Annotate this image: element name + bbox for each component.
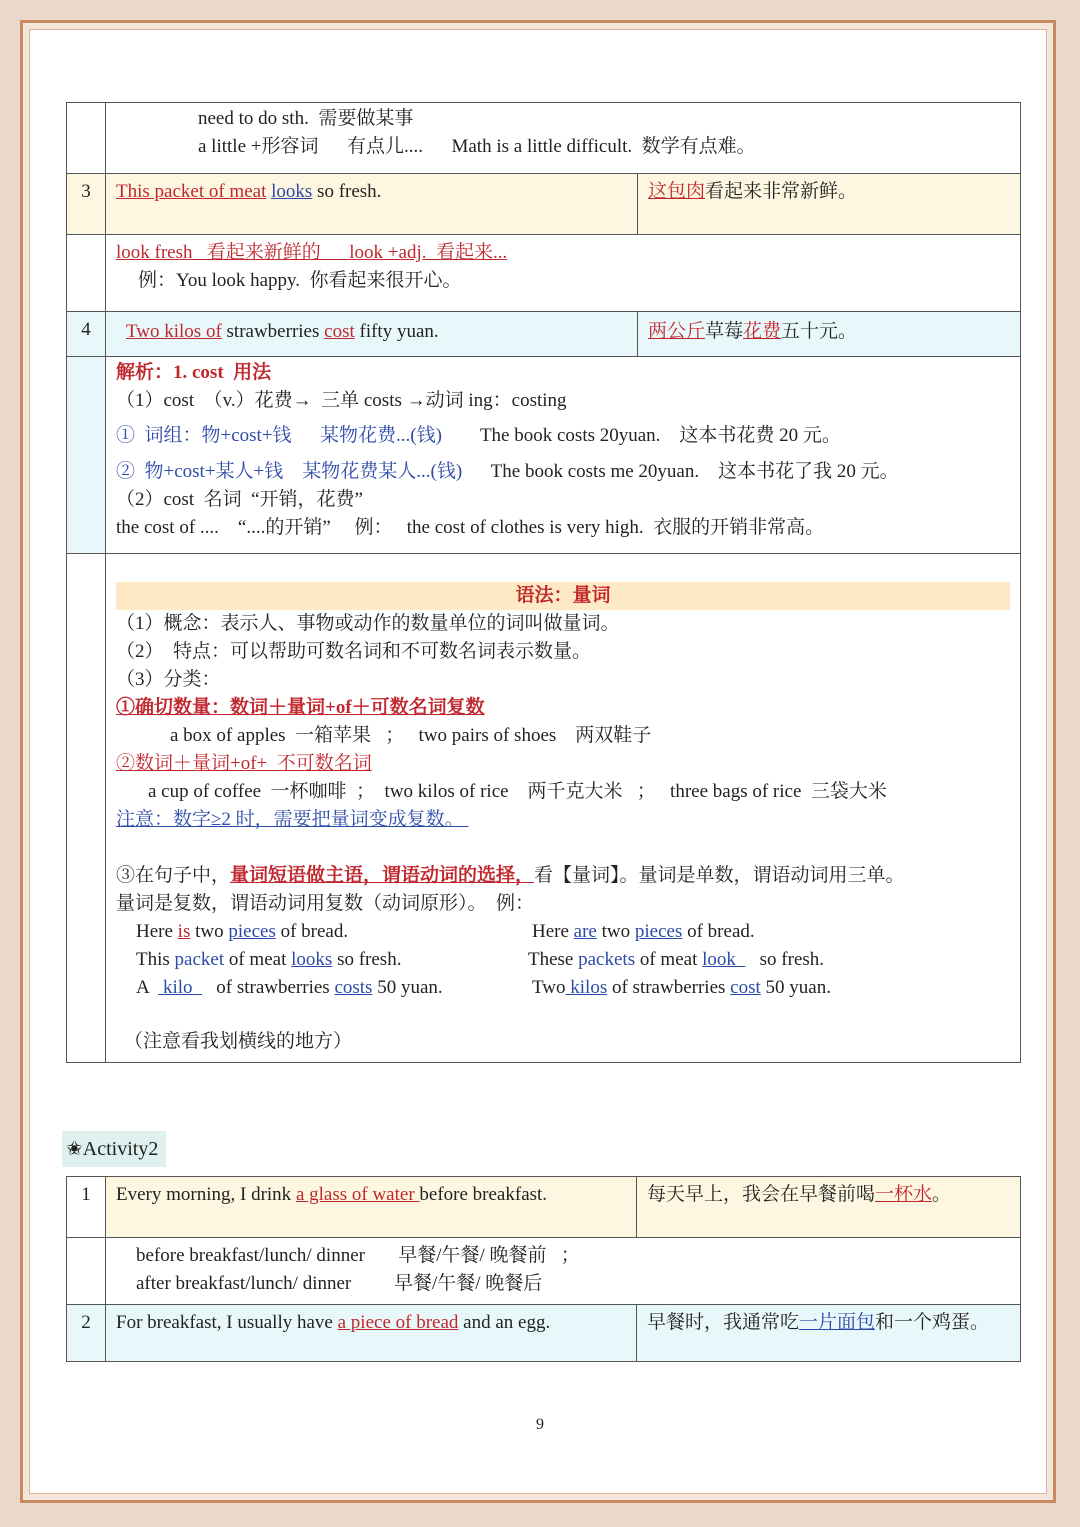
grammar-banner: 语法：量词 — [116, 582, 1010, 610]
note-line: before breakfast/lunch/ dinner 早餐/午餐/ 晚餐前 ； — [136, 1245, 580, 1266]
analysis-cell — [106, 357, 1021, 554]
chinese-translation: 早餐时，我通常吃一片面包和一个鸡蛋。 — [637, 1305, 1021, 1362]
table-row — [67, 1177, 1021, 1238]
row-number-cell — [67, 357, 106, 554]
note-line: a little +形容词 有点儿.... Math is a little difficult. 数学有点难。 — [198, 136, 756, 157]
table-row — [67, 1238, 1021, 1305]
grammar-line: ③在句子中，量词短语做主语，谓语动词的选择，看【量词】。量词是单数，谓语动词用三单。 — [116, 865, 905, 886]
star-icon: ✬ — [66, 1138, 83, 1160]
example-right: Here are two pieces of bread. — [532, 921, 755, 942]
grammar-line: （1）概念：表示人、事物或动作的数量单位的词叫做量词。 — [116, 613, 620, 634]
table-row — [67, 103, 1021, 174]
table-row — [67, 357, 1021, 554]
row-number: 4 — [67, 312, 106, 357]
analysis-title: 解析：1. cost 用法 — [116, 362, 272, 383]
note-cell — [106, 235, 1021, 312]
analysis-line: （2）cost 名词 “开销，花费” — [116, 489, 363, 510]
english-sentence: This packet of meat looks so fresh. — [106, 174, 638, 235]
example-right: Two kilos of strawberries cost 50 yuan. — [532, 977, 831, 998]
grammar-category-1: ①确切数量：数词＋量词+of＋可数名词复数 — [116, 697, 485, 718]
example-left: A kilo of strawberries costs 50 yuan. — [136, 977, 443, 998]
example-right: These packets of meat look so fresh. — [528, 949, 825, 970]
analysis-line: （1）cost （v.）花费→ 三单 costs →动词 ing：costing — [116, 390, 567, 411]
analysis-line: ② 物+cost+某人+钱 某物花费某人...(钱) The book costs me 20yuan. 这本书花了我 20 元。 — [116, 461, 899, 482]
note-line: need to do sth. 需要做某事 — [198, 108, 414, 129]
note-line: look fresh 看起来新鲜的 look +adj. 看起来... — [116, 242, 508, 263]
vocab-table-2 — [66, 1176, 1021, 1362]
row-number-cell — [67, 103, 106, 174]
row-number: 3 — [67, 174, 106, 235]
grammar-note: 注意：数字≥2 时，需要把量词变成复数。 — [116, 809, 469, 830]
analysis-line: the cost of .... “....的开销” 例： the cost of clothes is very high. 衣服的开销非常高。 — [116, 517, 825, 538]
note-cell — [106, 1238, 1021, 1305]
example-pairs — [116, 918, 1010, 1002]
english-sentence: For breakfast, I usually have a piece of bread and an egg. — [106, 1305, 637, 1362]
table-row — [67, 174, 1021, 235]
table-row — [67, 235, 1021, 312]
row-number-cell — [67, 554, 106, 1063]
analysis-line: ① 词组：物+cost+钱 某物花费...(钱) The book costs 20yuan. 这本书花费 20 元。 — [116, 425, 841, 446]
grammar-line: 量词是复数，谓语动词用复数（动词原形）。 例： — [116, 893, 535, 914]
activity-label: ✬Activity2 — [62, 1131, 166, 1167]
note-line: 例：You look happy. 你看起来很开心。 — [138, 270, 462, 291]
footnote: （注意看我划横线的地方） — [124, 1031, 353, 1052]
grammar-line: （3）分类： — [116, 669, 221, 690]
english-sentence: Two kilos of strawberries cost fifty yuan. — [106, 312, 638, 357]
chinese-translation: 每天早上，我会在早餐前喝一杯水。 — [637, 1177, 1021, 1238]
row-number: 1 — [67, 1177, 106, 1238]
row-number-cell — [67, 1238, 106, 1305]
example-left: This packet of meat looks so fresh. — [136, 949, 402, 970]
row-number: 2 — [67, 1305, 106, 1362]
grammar-example: a box of apples 一箱苹果 ； two pairs of shoes 两双鞋子 — [170, 725, 652, 746]
english-sentence: Every morning, I drink a glass of water before breakfast. — [106, 1177, 637, 1238]
table-row — [67, 1305, 1021, 1362]
table-row — [67, 554, 1021, 1063]
grammar-line: （2） 特点：可以帮助可数名词和不可数名词表示数量。 — [116, 641, 592, 662]
chinese-translation: 两公斤草莓花费五十元。 — [638, 312, 1021, 357]
note-cell — [106, 103, 1021, 174]
example-left: Here is two pieces of bread. — [136, 921, 349, 942]
grammar-example: a cup of coffee 一杯咖啡 ； two kilos of rice 两千克大米 ； three bags of rice 三袋大米 — [148, 781, 887, 802]
table-row — [67, 312, 1021, 357]
chinese-translation: 这包肉看起来非常新鲜。 — [638, 174, 1021, 235]
page-number: 9 — [536, 1416, 544, 1433]
note-line: after breakfast/lunch/ dinner 早餐/午餐/ 晚餐后 — [136, 1273, 543, 1294]
grammar-cell — [106, 554, 1021, 1063]
grammar-category-2: ②数词＋量词+of+ 不可数名词 — [116, 753, 372, 774]
row-number-cell — [67, 235, 106, 312]
vocab-table-1 — [66, 102, 1021, 1063]
